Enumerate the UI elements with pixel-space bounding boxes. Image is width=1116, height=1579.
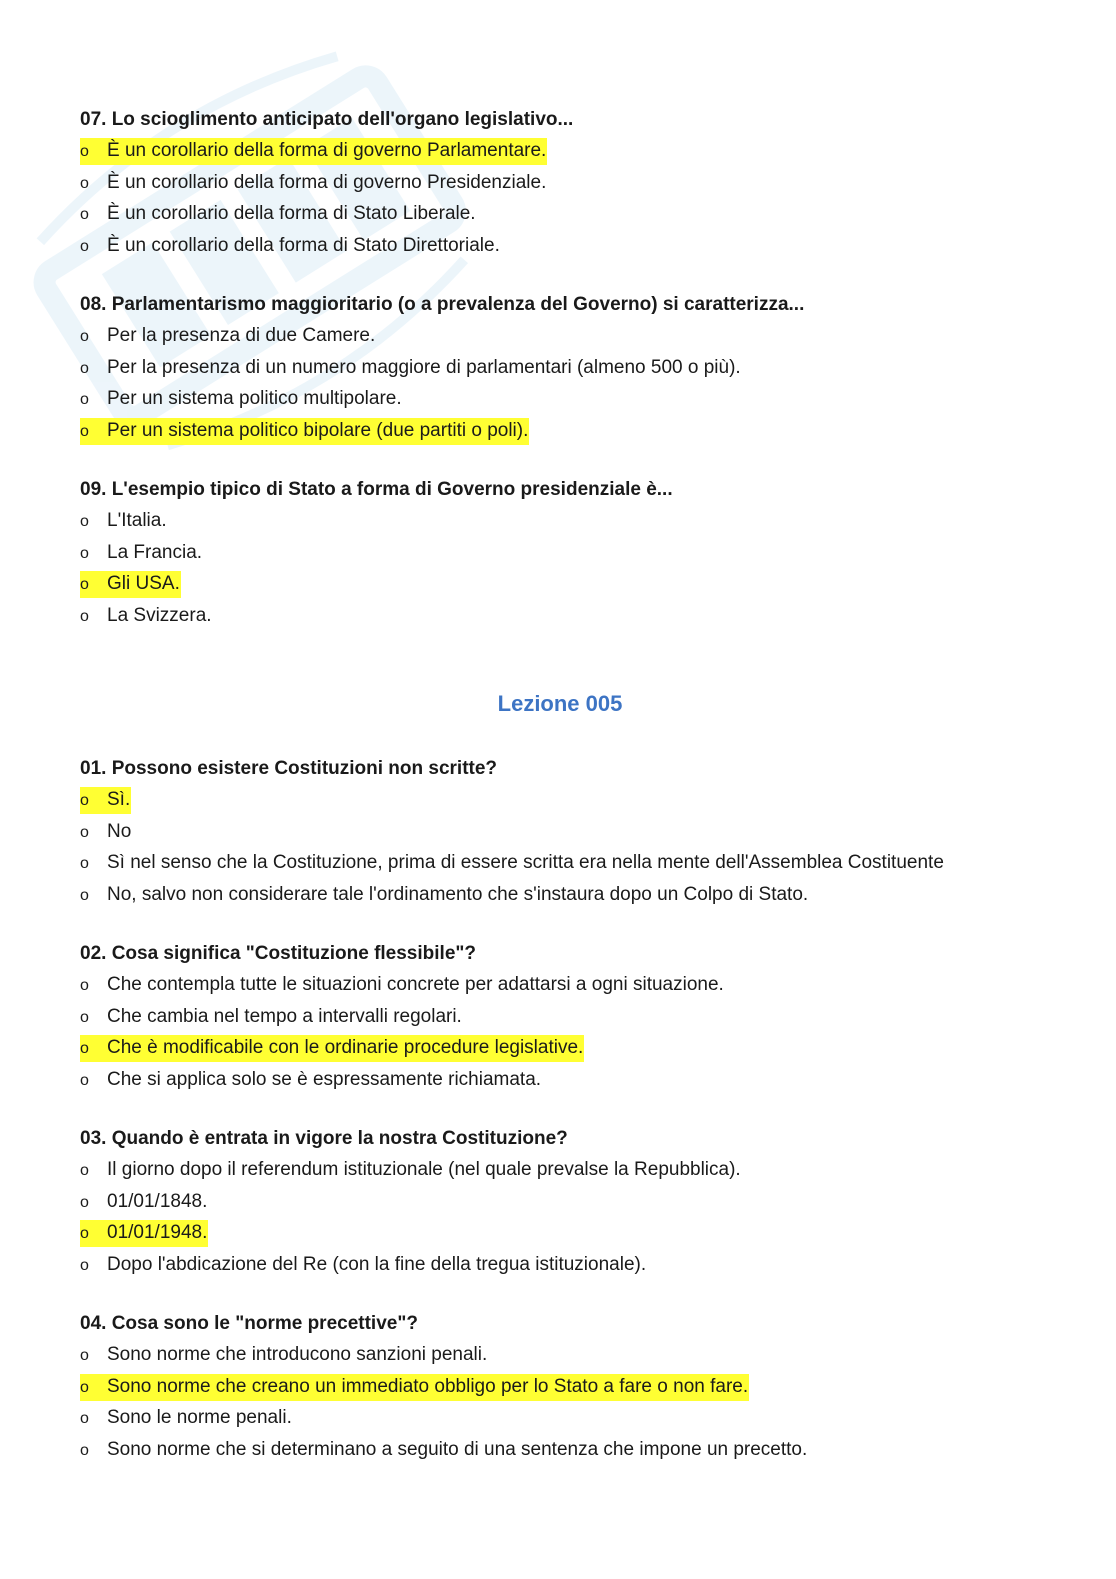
answer-option-content <box>80 1342 488 1369</box>
question-block <box>80 1308 1040 1465</box>
answer-option-content <box>80 323 376 350</box>
circle-bullet-icon: o <box>80 855 89 872</box>
answer-option-correct <box>80 135 1040 167</box>
answer-option-content <box>80 1157 742 1184</box>
question-text: 07. Lo scioglimento anticipato dell'organo legislativo... <box>80 109 574 130</box>
question-text: 02. Cosa significa "Costituzione flessibile"? <box>80 943 476 964</box>
answer-option <box>80 198 1040 230</box>
circle-bullet-icon: o <box>80 237 89 255</box>
answer-option <box>80 847 1040 879</box>
circle-bullet-icon: o <box>80 1225 89 1242</box>
answer-option-content <box>80 1189 208 1216</box>
answer-option-text: Sono norme che creano un immediato obbligo per lo Stato a fare o non fare. <box>107 1375 749 1397</box>
answer-option-text: È un corollario della forma di Stato Direttoriale. <box>107 234 500 256</box>
answer-option-correct <box>80 784 1040 816</box>
answer-option <box>80 1249 1040 1281</box>
answer-option-text: Per un sistema politico multipolare. <box>107 388 402 409</box>
circle-bullet-icon: o <box>80 1347 89 1364</box>
question-block <box>80 1123 1040 1280</box>
answer-option <box>80 816 1040 848</box>
circle-bullet-icon: o <box>80 1071 89 1089</box>
answer-option-text: La Svizzera. <box>107 604 212 626</box>
answer-option-content <box>80 787 131 814</box>
answer-option-text: Per un sistema politico bipolare (due partiti o poli). <box>107 419 529 441</box>
answer-option-text: 01/01/1848. <box>107 1190 208 1212</box>
answer-option-correct <box>80 415 1040 447</box>
answer-option-content <box>80 540 203 567</box>
answer-option-text: Sono norme che introducono sanzioni penali. <box>107 1344 488 1365</box>
circle-bullet-icon: o <box>80 206 89 223</box>
answer-option-correct <box>80 1032 1040 1064</box>
answer-option-text: Per la presenza di un numero maggiore di parlamentari (almeno 500 o più). <box>107 356 741 378</box>
lesson-title: Lezione 005 <box>497 691 623 716</box>
circle-bullet-icon: o <box>80 359 89 377</box>
answer-option-content <box>80 1405 293 1432</box>
answer-option-text: Sì. <box>107 789 131 810</box>
answer-option <box>80 1064 1040 1096</box>
circle-bullet-icon: o <box>80 607 89 625</box>
answer-option-correct <box>80 1217 1040 1249</box>
circle-bullet-icon: o <box>80 1378 89 1396</box>
question-block <box>80 753 1040 910</box>
answer-option-text: Per la presenza di due Camere. <box>107 325 376 346</box>
answer-option-content <box>80 201 477 228</box>
answer-option <box>80 969 1040 1001</box>
answer-option-text: Sì nel senso che la Costituzione, prima di essere scritta era nella mente dell'Assemblea Costituente <box>107 852 944 873</box>
answer-option-content <box>80 571 181 598</box>
answer-option-text: Sono norme che si determinano a seguito di una sentenza che impone un precetto. <box>107 1438 808 1460</box>
answer-option-content <box>80 386 403 413</box>
answer-option-content <box>80 508 168 535</box>
answer-option <box>80 1186 1040 1218</box>
answer-option-content <box>80 1220 208 1247</box>
answer-option-content <box>80 1035 584 1062</box>
question-block <box>80 474 1040 631</box>
circle-bullet-icon: o <box>80 792 89 809</box>
question-block <box>80 289 1040 446</box>
document-page <box>80 104 1040 1493</box>
answer-option <box>80 383 1040 415</box>
answer-option-content <box>80 1374 749 1401</box>
circle-bullet-icon: o <box>80 391 89 408</box>
answer-option-content <box>80 819 132 846</box>
answer-option <box>80 879 1040 911</box>
answer-option-content <box>80 355 742 382</box>
answer-option-correct <box>80 568 1040 600</box>
answer-option <box>80 537 1040 569</box>
circle-bullet-icon: o <box>80 823 89 841</box>
answer-option <box>80 1434 1040 1466</box>
circle-bullet-icon: o <box>80 1256 89 1274</box>
answer-option-text: È un corollario della forma di governo Parlamentare. <box>107 140 547 161</box>
answer-option-text: Che cambia nel tempo a intervalli regolari. <box>107 1005 462 1027</box>
answer-option-text: Che si applica solo se è espressamente richiamata. <box>107 1068 542 1090</box>
answer-option-text: Gli USA. <box>107 573 180 594</box>
answer-option-text: 01/01/1948. <box>107 1222 208 1243</box>
answer-option-content <box>80 972 725 999</box>
question-text: 09. L'esempio tipico di Stato a forma di Governo presidenziale è... <box>80 479 673 500</box>
circle-bullet-icon: o <box>80 174 89 192</box>
answer-option-content <box>80 1252 647 1279</box>
circle-bullet-icon: o <box>80 422 89 440</box>
answer-option-text: Il giorno dopo il referendum istituzionale (nel quale prevalse la Repubblica). <box>107 1159 741 1180</box>
answer-option-correct <box>80 1371 1040 1403</box>
answer-option <box>80 1001 1040 1033</box>
circle-bullet-icon: o <box>80 886 89 904</box>
circle-bullet-icon: o <box>80 513 89 530</box>
answer-option <box>80 320 1040 352</box>
answer-option <box>80 167 1040 199</box>
answer-option <box>80 352 1040 384</box>
answer-option-content <box>80 233 501 260</box>
circle-bullet-icon: o <box>80 143 89 160</box>
answer-option <box>80 1339 1040 1371</box>
answer-option-content <box>80 1004 463 1031</box>
answer-option <box>80 1154 1040 1186</box>
circle-bullet-icon: o <box>80 1040 89 1057</box>
circle-bullet-icon: o <box>80 1162 89 1179</box>
answer-option-content <box>80 1067 542 1094</box>
answer-option-content <box>80 603 213 630</box>
circle-bullet-icon: o <box>80 1193 89 1211</box>
answer-option-text: È un corollario della forma di Stato Liberale. <box>107 203 476 224</box>
answer-option-text: Che contempla tutte le situazioni concrete per adattarsi a ogni situazione. <box>107 974 724 995</box>
circle-bullet-icon: o <box>80 1008 89 1026</box>
answer-option-text: L'Italia. <box>107 510 167 531</box>
answer-option <box>80 1402 1040 1434</box>
circle-bullet-icon: o <box>80 1410 89 1427</box>
answer-option-text: No, salvo non considerare tale l'ordinamento che s'instaura dopo un Colpo di Stato. <box>107 883 809 905</box>
question-block <box>80 104 1040 261</box>
question-text: 04. Cosa sono le "norme precettive"? <box>80 1313 418 1334</box>
answer-option-text: È un corollario della forma di governo Presidenziale. <box>107 171 547 193</box>
circle-bullet-icon: o <box>80 1441 89 1459</box>
answer-option-text: No <box>107 820 132 842</box>
answer-option-text: Sono le norme penali. <box>107 1407 292 1428</box>
answer-option-text: La Francia. <box>107 541 203 563</box>
circle-bullet-icon: o <box>80 576 89 593</box>
circle-bullet-icon: o <box>80 977 89 994</box>
question-text: 01. Possono esistere Costituzioni non scritte? <box>80 758 498 779</box>
answer-option-content <box>80 1437 808 1464</box>
answer-option-content <box>80 850 945 877</box>
answer-option-text: Che è modificabile con le ordinarie procedure legislative. <box>107 1037 584 1058</box>
answer-option-content <box>80 418 529 445</box>
answer-option-content <box>80 138 547 165</box>
answer-option-text: Dopo l'abdicazione del Re (con la fine della tregua istituzionale). <box>107 1253 647 1275</box>
answer-option-content <box>80 882 809 909</box>
answer-option <box>80 505 1040 537</box>
question-block <box>80 938 1040 1095</box>
question-text: 08. Parlamentarismo maggioritario (o a prevalenza del Governo) si caratterizza... <box>80 294 805 315</box>
circle-bullet-icon: o <box>80 328 89 345</box>
answer-option <box>80 230 1040 262</box>
answer-option <box>80 600 1040 632</box>
answer-option-content <box>80 170 547 197</box>
circle-bullet-icon: o <box>80 544 89 562</box>
question-text: 03. Quando è entrata in vigore la nostra Costituzione? <box>80 1128 568 1149</box>
